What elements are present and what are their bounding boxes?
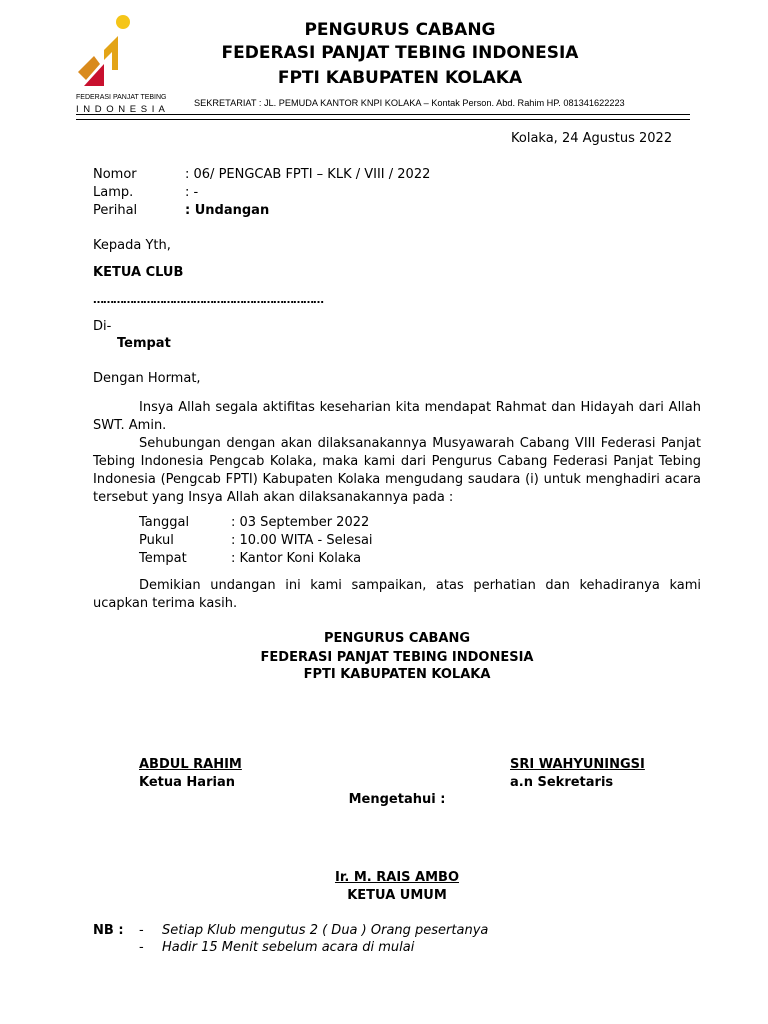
closing-paragraph: Demikian undangan ini kami sampaikan, atas perhatian dan kehadiranya kami ucapkan terima kasih. <box>93 578 701 611</box>
sign-block-line-3: FPTI KABUPATEN KOLAKA <box>303 667 491 682</box>
body-paragraphs <box>93 399 701 507</box>
meta-perihal-value: : Undangan <box>185 203 270 218</box>
acknowledge-label: Mengetahui : <box>348 792 446 807</box>
event-place-label: Tempat <box>139 551 187 566</box>
signer-right-role: a.n Sekretaris <box>510 775 614 790</box>
header-rule-thin <box>76 119 690 120</box>
header-rule-thick <box>76 114 690 115</box>
sign-block-line-2: FEDERASI PANJAT TEBING INDONESIA <box>260 650 534 665</box>
signer-left-role: Ketua Harian <box>139 775 235 790</box>
logo-text-bottom: I N D O N E S I A <box>76 104 166 115</box>
letter-date: Kolaka, 24 Agustus 2022 <box>511 131 673 146</box>
event-date-value: : 03 September 2022 <box>231 515 370 530</box>
meta-perihal-label: Perihal <box>93 203 138 218</box>
signer-left-name: ABDUL RAHIM <box>139 757 242 772</box>
recipient-dots: …………………………………………………………… <box>93 293 323 306</box>
secretariat-line: SEKRETARIAT : JL. PEMUDA KANTOR KNPI KOLAKA – Kontak Person. Abd. Rahim HP. 081341622223 <box>194 98 625 108</box>
header-line-3: FPTI KABUPATEN KOLAKA <box>277 68 523 88</box>
meta-lamp-value: : - <box>185 185 199 200</box>
recipient-di: Di- <box>93 319 112 334</box>
closing-paragraph-wrap <box>93 577 701 613</box>
recipient-tempat: Tempat <box>117 336 171 351</box>
logo-text-top: FEDERASI PANJAT TEBING <box>76 94 167 101</box>
chair-role: KETUA UMUM <box>347 888 447 903</box>
nb-bullet-2: - <box>139 940 144 955</box>
fpti-emblem-icon <box>74 12 174 92</box>
header-line-2: FEDERASI PANJAT TEBING INDONESIA <box>221 43 579 63</box>
event-time-label: Pukul <box>139 533 174 548</box>
signer-right-name: SRI WAHYUNINGSI <box>510 757 645 772</box>
meta-nomor-value: : 06/ PENGCAB FPTI – KLK / VIII / 2022 <box>185 167 431 182</box>
fpti-logo <box>74 12 174 116</box>
nb-label: NB : <box>93 923 124 938</box>
event-date-label: Tanggal <box>139 515 190 530</box>
sign-block-line-1: PENGURUS CABANG <box>323 631 471 646</box>
body-paragraph-1: Insya Allah segala aktifitas keseharian kita mendapat Rahmat dan Hidayah dari Allah SWT. Amin. <box>93 400 701 433</box>
chair-name: Ir. M. RAIS AMBO <box>334 870 459 885</box>
meta-nomor-label: Nomor <box>93 167 137 182</box>
event-place-value: : Kantor Koni Kolaka <box>231 551 362 566</box>
nb-bullet-1: - <box>139 923 144 938</box>
body-paragraph-2: Sehubungan dengan akan dilaksanakannya Musyawarah Cabang VIII Federasi Panjat Tebing Indonesia Pengcab Kolaka, maka kami dari Pengurus Cabang Federasi Panjat Tebing Indonesia (Pengcab FPTI) Kabupaten Kolaka mengudang saudara (i) untuk menghadiri acara tersebut yang Insya Allah akan dilaksanakannya pada : <box>93 436 701 505</box>
header-line-1: PENGURUS CABANG <box>304 20 496 40</box>
meta-lamp-label: Lamp. <box>93 185 134 200</box>
nb-item-2: Hadir 15 Menit sebelum acara di mulai <box>162 940 415 955</box>
nb-item-1: Setiap Klub mengutus 2 ( Dua ) Orang pesertanya <box>162 923 489 938</box>
opening-salutation: Dengan Hormat, <box>93 371 201 386</box>
event-time-value: : 10.00 WITA - Selesai <box>231 533 373 548</box>
recipient-greeting: Kepada Yth, <box>93 238 171 253</box>
recipient-title: KETUA CLUB <box>93 265 184 280</box>
